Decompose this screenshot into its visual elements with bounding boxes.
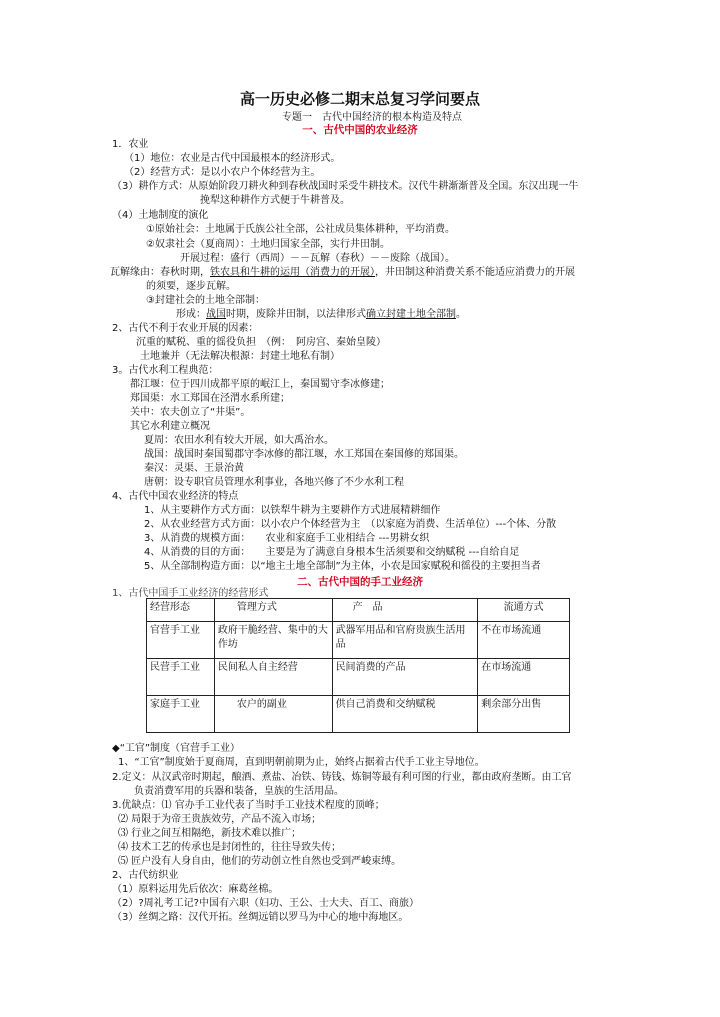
text-line: 都江堰：位于四川成都平原的岷江上，秦国蜀守李冰修建；: [130, 379, 390, 390]
section-heading-handicraft: 二、古代中国的手工业经济: [297, 576, 423, 588]
text-line: ⑵ 局限于为帝王贵族效劳，产品不流入市场；: [118, 814, 322, 825]
text-line: （3）丝绸之路：汉代开拓。丝绸远销以罗马为中心的地中海地区。: [112, 912, 409, 923]
text-line: 沉重的赋税、重的徭役负担 （例： 阿房宫、秦始皇陵）: [136, 337, 386, 348]
text-line: ◆“工官”制度（官营手工业）: [112, 743, 241, 754]
text-line: （1）地位：农业是古代中国最根本的经济形式。: [124, 153, 341, 164]
text-line: 1、从主要耕作方式方面：以铁犁牛耕为主要耕作方式进展精耕细作: [144, 505, 441, 516]
text-line: 2、从农业经营方式方面：以小农户个体经营为主 （以家庭为消费、生活单位）---个体、分散: [144, 519, 557, 530]
text-line: 郑国渠：水工郑国在泾渭水系所建；: [130, 393, 290, 404]
table-row: [147, 622, 570, 659]
table-header-cell: 流通方式: [478, 599, 570, 622]
page-title: 高一历史必修二期末总复习学问要点: [239, 90, 480, 108]
text-line: 负责消费军用的兵器和装备，皇族的生活用品。: [134, 786, 344, 797]
text-line: （2）?周礼考工记?中国有六职（妇功、王公、士大夫、百工、商旅）: [112, 898, 419, 909]
text-line: 3.优缺点：⑴ 官办手工业代表了当时手工业技术程度的顶峰；: [112, 800, 385, 811]
text-line: 开展过程：盛行（西周）－－瓦解（春秋）－－废除（战国）。: [180, 253, 455, 264]
topic-subtitle: 专题一 古代中国经济的根本构造及特点: [282, 112, 462, 123]
text-line: 4、从消费的目的方面： 主要是为了满意自身根本生活须要和交纳赋税 ---自给自足: [144, 547, 520, 558]
text-line: 3。古代水利工程典范：: [112, 365, 219, 376]
table-cell: 武器军用品和官府贵族生活用品: [332, 622, 478, 659]
text-line: 2、古代纺织业: [112, 870, 179, 881]
text-line: 3、从消费的规模方面： 农业和家庭手工业相结合 ---男耕女织: [144, 533, 430, 544]
text-line: 4、古代中国农业经济的特点: [112, 491, 239, 502]
table-cell: 在市场流通: [478, 659, 570, 696]
text-line: 唐朝：设专职官员管理水利事业，各地兴修了不少水利工程: [144, 477, 404, 488]
text-line: 挽犁这种耕作方式便于牛耕普及。: [200, 195, 350, 206]
text-line: （3）耕作方式：从原始阶段刀耕火种到春秋战国时采受牛耕技术。汉代牛耕渐渐普及全国。东汉出现一牛: [112, 181, 579, 192]
text-line: 2、古代不利于农业开展的因素：: [112, 323, 259, 334]
text-line: ⑶ 行业之间互相隔绝，新技术难以推广；: [118, 828, 302, 839]
table-cell: 家庭手工业: [147, 696, 215, 733]
text-line: ①原始社会：土地属于氏族公社全部，公社成员集体耕种，平均消费。: [146, 224, 455, 235]
text-line: （2）经营方式：是以小农户个体经营为主。: [124, 167, 321, 178]
table-cell: 不在市场流通: [478, 622, 570, 659]
text-line: ⑸ 匠户没有人身自由，他们的劳动创立性自然也受到严峻束缚。: [118, 856, 402, 867]
table-row: [147, 696, 570, 733]
text-line: 关中：农夫创立了“井渠”。: [130, 407, 251, 418]
table-cell: 民间消费的产品: [332, 659, 478, 696]
text-line: 的须要，逐步瓦解。: [146, 281, 236, 292]
text-line: ②奴隶社会（夏商周）：土地归国家全部，实行井田制。: [146, 239, 390, 250]
table-header-cell: 经营形态: [147, 599, 215, 622]
subsection-heading: 1、古代中国手工业经济的经营形式: [112, 588, 269, 599]
table-header-cell: 管理方式: [214, 599, 332, 622]
underlined-text: 铁农具和牛耕的运用（消费力的开展）: [210, 267, 375, 278]
text-line: 其它水利建立概况: [130, 421, 210, 432]
text-line: 1．农业: [112, 139, 149, 150]
text-line: ③封建社会的土地全部制：: [146, 295, 265, 306]
text-line: 形成：战国时期，废除井田制，以法律形式确立封建土地全部制。: [176, 309, 466, 320]
text-line: ⑷ 技术工艺的传承也是封闭性的，往往导致失传；: [118, 842, 342, 853]
text-line: 夏周：农田水利有较大开展，如大禹治水。: [144, 435, 334, 446]
table-cell: 农户的副业: [214, 696, 332, 733]
table-header-cell: 产 品: [332, 599, 478, 622]
table-cell: 供自己消费和交纳赋税: [332, 696, 478, 733]
text-line: 2.定义：从汉武帝时期起，酿酒、煮盐、冶铁、铸钱、炼铜等最有利可图的行业，都由政府垄断。由工官: [112, 772, 572, 783]
text-line: （4）土地制度的演化: [112, 210, 209, 221]
text-line: 土地兼并（无法解决根源：封建土地私有制）: [140, 351, 340, 362]
text-line: 1、“工官”制度始于夏商周，直到明朝前期为止，始终占据着古代手工业主导地位。: [118, 757, 485, 768]
section-heading-agriculture: 一、古代中国的农业经济: [302, 124, 418, 136]
text-line: 瓦解缘由：春秋时期，铁农具和牛耕的运用（消费力的开展），井田制这种消费关系不能适应消费力的开展: [110, 267, 575, 278]
text-line: （1）原料运用先后依次：麻葛丝棉。: [112, 884, 279, 895]
underlined-text: 确立封建土地全部制: [366, 309, 456, 320]
table-cell: 官营手工业: [147, 622, 215, 659]
table-row: [147, 659, 570, 696]
table-cell: 政府干脆经营、集中的大作坊: [214, 622, 332, 659]
handicraft-forms-table: [146, 598, 570, 733]
text-line: 秦汉：灵渠、王景治黄: [144, 463, 244, 474]
table-cell: 剩余部分出售: [478, 696, 570, 733]
table-header-row: [147, 599, 570, 622]
table-cell: 民间私人自主经营: [214, 659, 332, 696]
text-line: 战国：战国时秦国蜀郡守李冰修的都江堰，水工郑国在秦国修的郑国渠。: [144, 449, 464, 460]
table-cell: 民营手工业: [147, 659, 215, 696]
underlined-text: 战国: [206, 309, 226, 320]
text-line: 5、从全部制构造方面：以“地主土地全部制”为主体，小农是国家赋税和徭役的主要担当者: [144, 561, 541, 572]
